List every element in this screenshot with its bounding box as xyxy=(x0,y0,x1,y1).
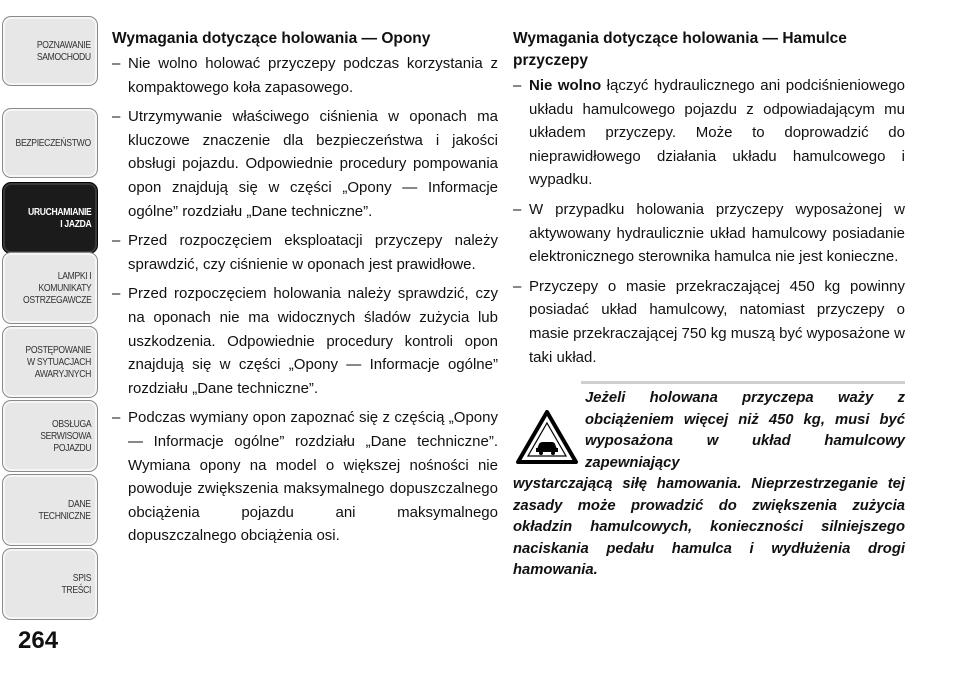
list-item-text: Podczas wymiany opon zapoznać się z częścią „Opony — Informacje ogólne” rozdziału „Dane techniczne”. Wymiana opony na model o większej nośności nie powoduje zwiększenia maksymalnego dopuszczalnego obciążenia pojazdu ani maksymalnego dopuszczalnego obciążenia osi. xyxy=(128,409,498,545)
tab-label: SPIS TREŚCI xyxy=(61,572,91,596)
tab-obsluga-serwisowa[interactable] xyxy=(2,400,98,472)
list-item xyxy=(513,74,905,192)
left-column xyxy=(112,28,498,548)
tab-uruchamianie-i-jazda[interactable] xyxy=(2,182,98,254)
tab-spis-tresci[interactable] xyxy=(2,548,98,620)
tab-poznawanie-samochodu[interactable] xyxy=(2,16,98,86)
list-item xyxy=(112,229,498,276)
list-item-rest: łączyć hydraulicznego ani podciśnieniowego układu hamulcowego pojazdu z odpowiadającym mu układem przyczepy. Może to doprowadzić do nieprawidłowego działania układu hamulcowego i wypadku. xyxy=(529,77,905,189)
list-item xyxy=(112,406,498,548)
list-item-text xyxy=(529,74,905,192)
dash-bullet: – xyxy=(112,409,121,427)
warning-text-full-width: wystarczającą siłę hamowania. Nieprzestrzeganie tej zasady może prowadzić do zwiększenia zużycia okładzin hamulcowych, konieczności silniejszego naciskania pedału hamulca i wydłużenia drogi hamowania. xyxy=(513,476,905,578)
warning-box xyxy=(513,381,905,582)
warning-text-indented: Jeżeli holowana przyczepa waży z obciążeniem więcej niż 450 kg, musi być wyposażona w układ hamulcowy zapewniający xyxy=(585,390,905,471)
page-number: 264 xyxy=(18,627,59,654)
dash-bullet: – xyxy=(513,277,522,295)
warning-divider xyxy=(581,381,905,384)
list-item xyxy=(513,275,905,369)
tab-bezpieczenstwo[interactable] xyxy=(2,108,98,178)
dash-bullet: – xyxy=(513,77,522,94)
tab-label: DANE TECHNICZNE xyxy=(38,498,91,522)
list-item xyxy=(112,282,498,400)
tab-label: OBSŁUGA SERWISOWA POJAZDU xyxy=(39,418,91,454)
section-heading-hamulce: Wymagania dotyczące holowania — Hamulce przyczepy xyxy=(513,30,847,69)
emphasis-lead: Nie wolno xyxy=(529,77,602,94)
warning-triangle-car-icon xyxy=(515,409,579,465)
dash-bullet: – xyxy=(112,232,121,250)
tab-label: POZNAWANIE SAMOCHODU xyxy=(37,39,91,63)
tab-label: URUCHAMIANIE I JAZDA xyxy=(27,206,91,230)
dash-bullet: – xyxy=(112,285,121,303)
list-item xyxy=(112,52,498,99)
tab-dane-techniczne[interactable] xyxy=(2,474,98,546)
list-item-text: Przyczepy o masie przekraczającej 450 kg powinny posiadać układ hamulcowy, natomiast przyczepy o masie przekraczającej 750 kg muszą być wyposażone w taki układ. xyxy=(529,277,906,366)
tab-label: LAMPKI I KOMUNIKATY OSTRZEGAWCZE xyxy=(22,270,91,306)
section-heading-opony: Wymagania dotyczące holowania — Opony xyxy=(112,30,431,47)
list-item-text: Przed rozpoczęciem eksploatacji przyczepy należy sprawdzić, czy ciśnienie w oponach jest prawidłowe. xyxy=(128,232,498,273)
tab-lampki-i-komunikaty[interactable] xyxy=(2,252,98,324)
tab-label: POSTĘPOWANIE W SYTUACJACH AWARYJNYCH xyxy=(25,344,91,380)
chapter-sidebar xyxy=(0,0,100,678)
list-item-text: Przed rozpoczęciem holowania należy sprawdzić, czy na oponach nie ma widocznych śladów zużycia lub uszkodzenia. Odpowiednie procedury kontroli opon znajdują się w części „Opony — Informacje ogólne” rozdziału „Dane techniczne”. xyxy=(128,285,498,397)
list-item-text: Utrzymywanie właściwego ciśnienia w oponach ma kluczowe znaczenie dla bezpieczeństwa i jakości obsługi pojazdu. Odpowiednie procedury pompowania opon znajdują się w części „Opony — Informacje ogólne” rozdziału „Dane techniczne”. xyxy=(128,108,498,220)
dash-bullet: – xyxy=(112,55,121,72)
dash-bullet: – xyxy=(513,200,522,218)
list-item xyxy=(112,105,498,223)
dash-bullet: – xyxy=(112,108,121,126)
list-item-text: W przypadku holowania przyczepy wyposażonej w aktywowany hydraulicznie układ hamulcowy posiadanie elektronicznego sterownika hamulca nie jest konieczne. xyxy=(529,200,905,266)
right-column xyxy=(513,28,905,369)
tab-label: BEZPIECZEŃSTWO xyxy=(15,137,91,149)
list-item xyxy=(513,198,905,269)
list-item-text: Nie wolno holować przyczepy podczas korzystania z kompaktowego koła zapasowego. xyxy=(128,55,498,96)
tab-postepowanie-w-sytuacjach-awaryjnych[interactable] xyxy=(2,326,98,398)
